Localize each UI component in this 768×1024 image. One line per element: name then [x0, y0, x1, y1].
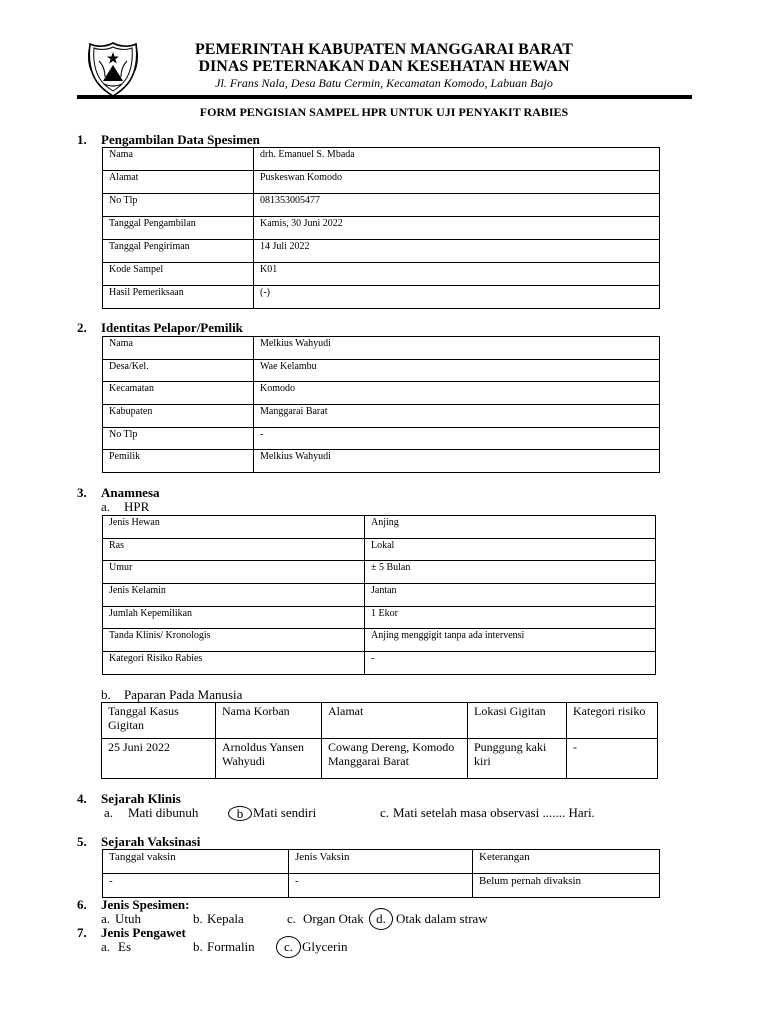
field-label: Tanggal Pengambilan [103, 217, 254, 240]
human-exposure-table [101, 702, 658, 779]
field-value: (-) [254, 286, 660, 309]
specimen-option-a-marker: a. [101, 911, 111, 926]
field-label: Tanggal Pengiriman [103, 240, 254, 263]
field-label: Tanda Klinis/ Kronologis [103, 629, 365, 652]
field-label: Nama [103, 148, 254, 171]
section-5-title: Sejarah Vaksinasi [101, 834, 201, 849]
preservative-option-b-text: Formalin [207, 939, 255, 954]
specimen-option-d-text: Otak dalam straw [396, 911, 488, 926]
specimen-option-c-marker: c. [287, 911, 297, 926]
clinical-option-c-text: Mati setelah masa observasi ....... Hari. [393, 805, 595, 820]
section-3-title: Anamnesa [101, 485, 160, 500]
field-value: ± 5 Bulan [365, 561, 656, 584]
field-value: - [365, 652, 656, 675]
column-header: Kategori risiko [567, 703, 658, 739]
reporter-owner-table [102, 336, 660, 473]
specimen-option-b-text: Kepala [207, 911, 244, 926]
field-label: Kecamatan [103, 382, 254, 405]
column-header: Keterangan [473, 850, 660, 874]
field-value: 14 Juli 2022 [254, 240, 660, 263]
column-header: Lokasi Gigitan [468, 703, 567, 739]
clinical-option-c-marker: c. [380, 805, 390, 820]
field-label: Kode Sampel [103, 263, 254, 286]
field-value: Puskeswan Komodo [254, 171, 660, 194]
field-value: Manggarai Barat [254, 405, 660, 428]
field-value: Anjing [365, 516, 656, 539]
table-cell: - [289, 874, 473, 898]
field-label: Desa/Kel. [103, 359, 254, 382]
field-label: Kabupaten [103, 405, 254, 428]
preservative-option-a-text: Es [118, 939, 131, 954]
field-value: Anjing menggigit tanpa ada intervensi [365, 629, 656, 652]
field-value: Komodo [254, 382, 660, 405]
field-value: Wae Kelambu [254, 359, 660, 382]
field-label: Ras [103, 538, 365, 561]
table-cell: Cowang Dereng, Komodo Manggarai Barat [322, 739, 468, 779]
field-label: Jenis Hewan [103, 516, 365, 539]
clinical-option-a-marker: a. [104, 805, 114, 820]
section-4-number: 4. [77, 791, 87, 806]
field-label: Jumlah Kepemilikan [103, 606, 365, 629]
preservative-option-b-marker: b. [193, 939, 203, 954]
column-header: Tanggal vaksin [103, 850, 289, 874]
field-label: Alamat [103, 171, 254, 194]
field-label: No Tlp [103, 194, 254, 217]
field-label: Hasil Pemeriksaan [103, 286, 254, 309]
letterhead-government-name: PEMERINTAH KABUPATEN MANGGARAI BARAT [195, 41, 573, 58]
section-1-title: Pengambilan Data Spesimen [101, 132, 260, 147]
field-value: Lokal [365, 538, 656, 561]
section-7-number: 7. [77, 925, 87, 940]
exposure-subsection-title: Paparan Pada Manusia [124, 687, 243, 702]
section-5-number: 5. [77, 834, 87, 849]
form-title: FORM PENGISIAN SAMPEL HPR UNTUK UJI PENYAKIT RABIES [199, 105, 569, 119]
field-value: Melkius Wahyudi [254, 337, 660, 360]
table-cell: - [103, 874, 289, 898]
vaccination-history-table [102, 849, 660, 898]
table-row [102, 739, 658, 779]
letterhead-divider [77, 95, 692, 99]
letterhead-address: Jl. Frans Nala, Desa Batu Cermin, Kecamatan Komodo, Labuan Bajo [215, 76, 553, 90]
field-label: No Tlp [103, 427, 254, 450]
section-6-title: Jenis Spesimen: [101, 897, 190, 912]
hpr-subsection-title: HPR [124, 499, 150, 514]
section-7-title: Jenis Pengawet [101, 925, 186, 940]
field-value: Melkius Wahyudi [254, 450, 660, 473]
table-cell: - [567, 739, 658, 779]
specimen-option-d-circled-marker: d. [369, 908, 393, 930]
specimen-option-c-text: Organ Otak [303, 911, 364, 926]
column-header: Jenis Vaksin [289, 850, 473, 874]
table-cell: Punggung kaki kiri [468, 739, 567, 779]
specimen-data-table [102, 147, 660, 309]
section-6-number: 6. [77, 897, 87, 912]
section-3-number: 3. [77, 485, 87, 500]
specimen-option-a-text: Utuh [115, 911, 141, 926]
clinical-option-b-text: Mati sendiri [253, 805, 317, 820]
table-row [103, 874, 660, 898]
field-value: Kamis, 30 Juni 2022 [254, 217, 660, 240]
hpr-animal-table [102, 515, 656, 675]
field-label: Umur [103, 561, 365, 584]
exposure-subsection-marker: b. [101, 687, 111, 702]
section-1-number: 1. [77, 132, 87, 147]
field-label: Pemilik [103, 450, 254, 473]
section-4-title: Sejarah Klinis [101, 791, 181, 806]
field-label: Kategori Risiko Rabies [103, 652, 365, 675]
preservative-option-c-circled-marker: c. [276, 936, 301, 958]
field-value: Jantan [365, 584, 656, 607]
field-value: 1 Ekor [365, 606, 656, 629]
column-header: Tanggal Kasus Gigitan [102, 703, 216, 739]
section-2-title: Identitas Pelapor/Pemilik [101, 320, 243, 335]
field-value: K01 [254, 263, 660, 286]
letterhead-agency-name: DINAS PETERNAKAN DAN KESEHATAN HEWAN [198, 58, 570, 75]
table-cell: Arnoldus Yansen Wahyudi [216, 739, 322, 779]
table-cell: Belum pernah divaksin [473, 874, 660, 898]
specimen-option-b-marker: b. [193, 911, 203, 926]
field-value: 081353005477 [254, 194, 660, 217]
field-value: drh. Emanuel S. Mbada [254, 148, 660, 171]
section-2-number: 2. [77, 320, 87, 335]
preservative-option-c-text: Glycerin [302, 939, 348, 954]
field-label: Nama [103, 337, 254, 360]
clinical-option-b-circled-marker: b [228, 806, 252, 821]
preservative-option-a-marker: a. [101, 939, 111, 954]
column-header: Alamat [322, 703, 468, 739]
field-value: - [254, 427, 660, 450]
field-label: Jenis Kelamin [103, 584, 365, 607]
column-header: Nama Korban [216, 703, 322, 739]
table-cell: 25 Juni 2022 [102, 739, 216, 779]
hpr-subsection-marker: a. [101, 499, 111, 514]
clinical-option-a-text: Mati dibunuh [128, 805, 199, 820]
